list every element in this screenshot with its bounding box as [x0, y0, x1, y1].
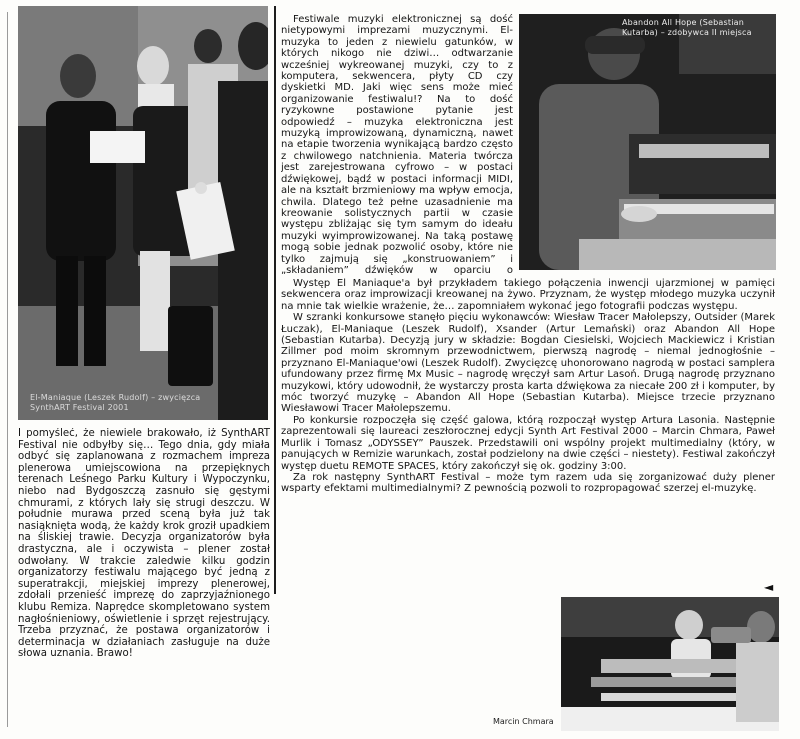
article-paragraph-el-maniaque: Występ El Maniaque'a był przykładem takiego połączenia inwencji ujarzmionej w pamięci sekwencera oraz improwizacji kreowanej na żywo. Przyznam, że występ młodego muzyka uczynił na mnie tak wielkie wrażenie, że… zapomniałem wykonać jego fotografii podczas występu. [281, 278, 775, 312]
photo-keyboard-player-image [519, 14, 776, 270]
vertical-column-rule [274, 6, 276, 594]
photo-caption-second-place: Abandon All Hope (Sebastian Kutarba) – zdobywca II miejsca [622, 18, 752, 37]
left-border-rule [7, 12, 8, 727]
photo-gala-performance [561, 597, 779, 731]
photo-award-ceremony [18, 6, 268, 420]
article-paragraph-future: Za rok następny SynthART Festival – może tym razem uda się zorganizować duży plener wsparty efektami multimedialnymi? Z pewnością pozwoli to rozpropagować szerzej el-muzykę. [281, 471, 775, 495]
photo-caption-winner: El-Maniaque (Leszek Rudolf) – zwycięzca SynthART Festival 2001 [30, 393, 201, 412]
article-paragraph-contest: W szranki konkursowe stanęło pięciu wykonawców: Wiesław Tracer Małolepszy, Outsider (Marek Łuczak), El-Maniaque (Leszek Rudolf), Xsander (Artur Lemański) oraz Abandon All Hope (Sebastian Kutarba). Decyzją jury w składzie: Bogdan Ciesielski, Wojciech Mackiewicz i Kristian Zillmer pod moim skromnym przewodnictwem, pierwszą nagrodę – niemal jednogłośnie – przyznano El-Maniaque'owi (Leszek Rudolf). Zwycięzcę uhonorowano nagrodą w postaci samplera ufundowany przez firmę Mx Music – nagrodę wręczył sam Artur Lasoń. Drugą nagrodę przyznano muzykowi, który udowodnił, że wystarczy prosta karta dźwiękowa za niecałe 200 zł i komputer, by móc tworzyć muzykę – Abandon All Hope (Sebastian Kutarba). Miejsce trzecie przyznano Wiesławowi Tracer Małolepszemu. [281, 312, 775, 415]
article-intro-column [281, 14, 513, 276]
article-intro-paragraph: Festiwale muzyki elektronicznej są dość nietypowymi imprezami muzycznymi. El-muzyka to jeden z niewielu gatunków, w których nikogo nie dziwi… odtwarzanie wcześniej wykreowanej muzyki, czy to z komputera, sekwencera, płyty CD czy dyskietki MD. Jaki więc sens może mieć organizowanie festiwalu!? Na to dość ryzykowne postawione pytanie jest odpowiedź – muzyka elektroniczna jest muzyką improwizowaną, dynamiczną, nawet na etapie tworzenia wynikającą bardzo często z chwilowego natchnienia. Materia twórcza jest zarejestrowana cyfrowo – w postaci dźwiękowej, bądź w postaci informacji MIDI, ale na kształt brzmieniowy ma wpływ emocja, chwila. Dlatego też pełne uzasadnienie ma kreowanie solistycznych partii w czasie występu zbliżając się tym samym do ideału muzyki wyimprowizowanej. Na taką postawę mogą sobie jednak pozwolić osoby, które nie tylko zajmują się „konstruowaniem” i „składaniem” dźwięków w oparciu o [281, 14, 513, 276]
article-body-column [281, 278, 775, 596]
photo-gala-image [561, 597, 779, 731]
article-left-column [18, 428, 270, 728]
article-left-paragraph: I pomyśleć, że niewiele brakowało, iż SynthART Festival nie odbyłby się… Tego dnia, gdy miała odbyć się zaplanowana z rozmachem impreza plenerowa umiejscowiona na przepięknych terenach Leśnego Parku Kultury i Wypoczynku, niebo nad Bydgoszczą zasnuło się gęstymi chmurami, z których lały się strugi deszczu. W południe murawa przed sceną była już tak nasiąknięta wodą, że każdy krok groził upadkiem na śliskiej trawie. Decyzja organizatorów była drastyczna, ale i oczywista – plener został odwołany. W trakcie zaledwie kilku godzin organizatorzy festiwalu mającego być jedną z superatrakcji, miejskiej imprezy plenerowej, zdołali przenieść imprezę do zaprzyjaźnionego klubu Remiza. Naprędce skompletowano system nagłośnieniowy, oświetlenie i sprzęt rejestrujący. Trzeba przyznać, że postawa organizatorów i determinacja w działaniach zasługuje na duże słowa uznania. Brawo! [18, 428, 270, 660]
photo-award-ceremony-image [18, 6, 268, 420]
photo-abandon-all-hope [519, 14, 776, 270]
photo-credit: Marcin Chmara [493, 717, 554, 726]
article-paragraph-gala: Po konkursie rozpoczęła się część galowa, którą rozpoczął występ Artura Lasonia. Następnie zaprezentowali się laureaci zeszłorocznej edycji Synth Art Festival 2000 – Marcin Chmara, Paweł Murlik i Tomasz „ODYSSEY” Pauszek. Przedstawili oni wspólny projekt multimedialny (który, w panujących w Remizie warunkach, został podzielony na dwie części – niestety). Festiwal zakończył występ duetu REMOTE SPACES, który zakończył się ok. godziny 3:00. [281, 414, 775, 472]
article-end-mark: ◄ [764, 580, 774, 594]
